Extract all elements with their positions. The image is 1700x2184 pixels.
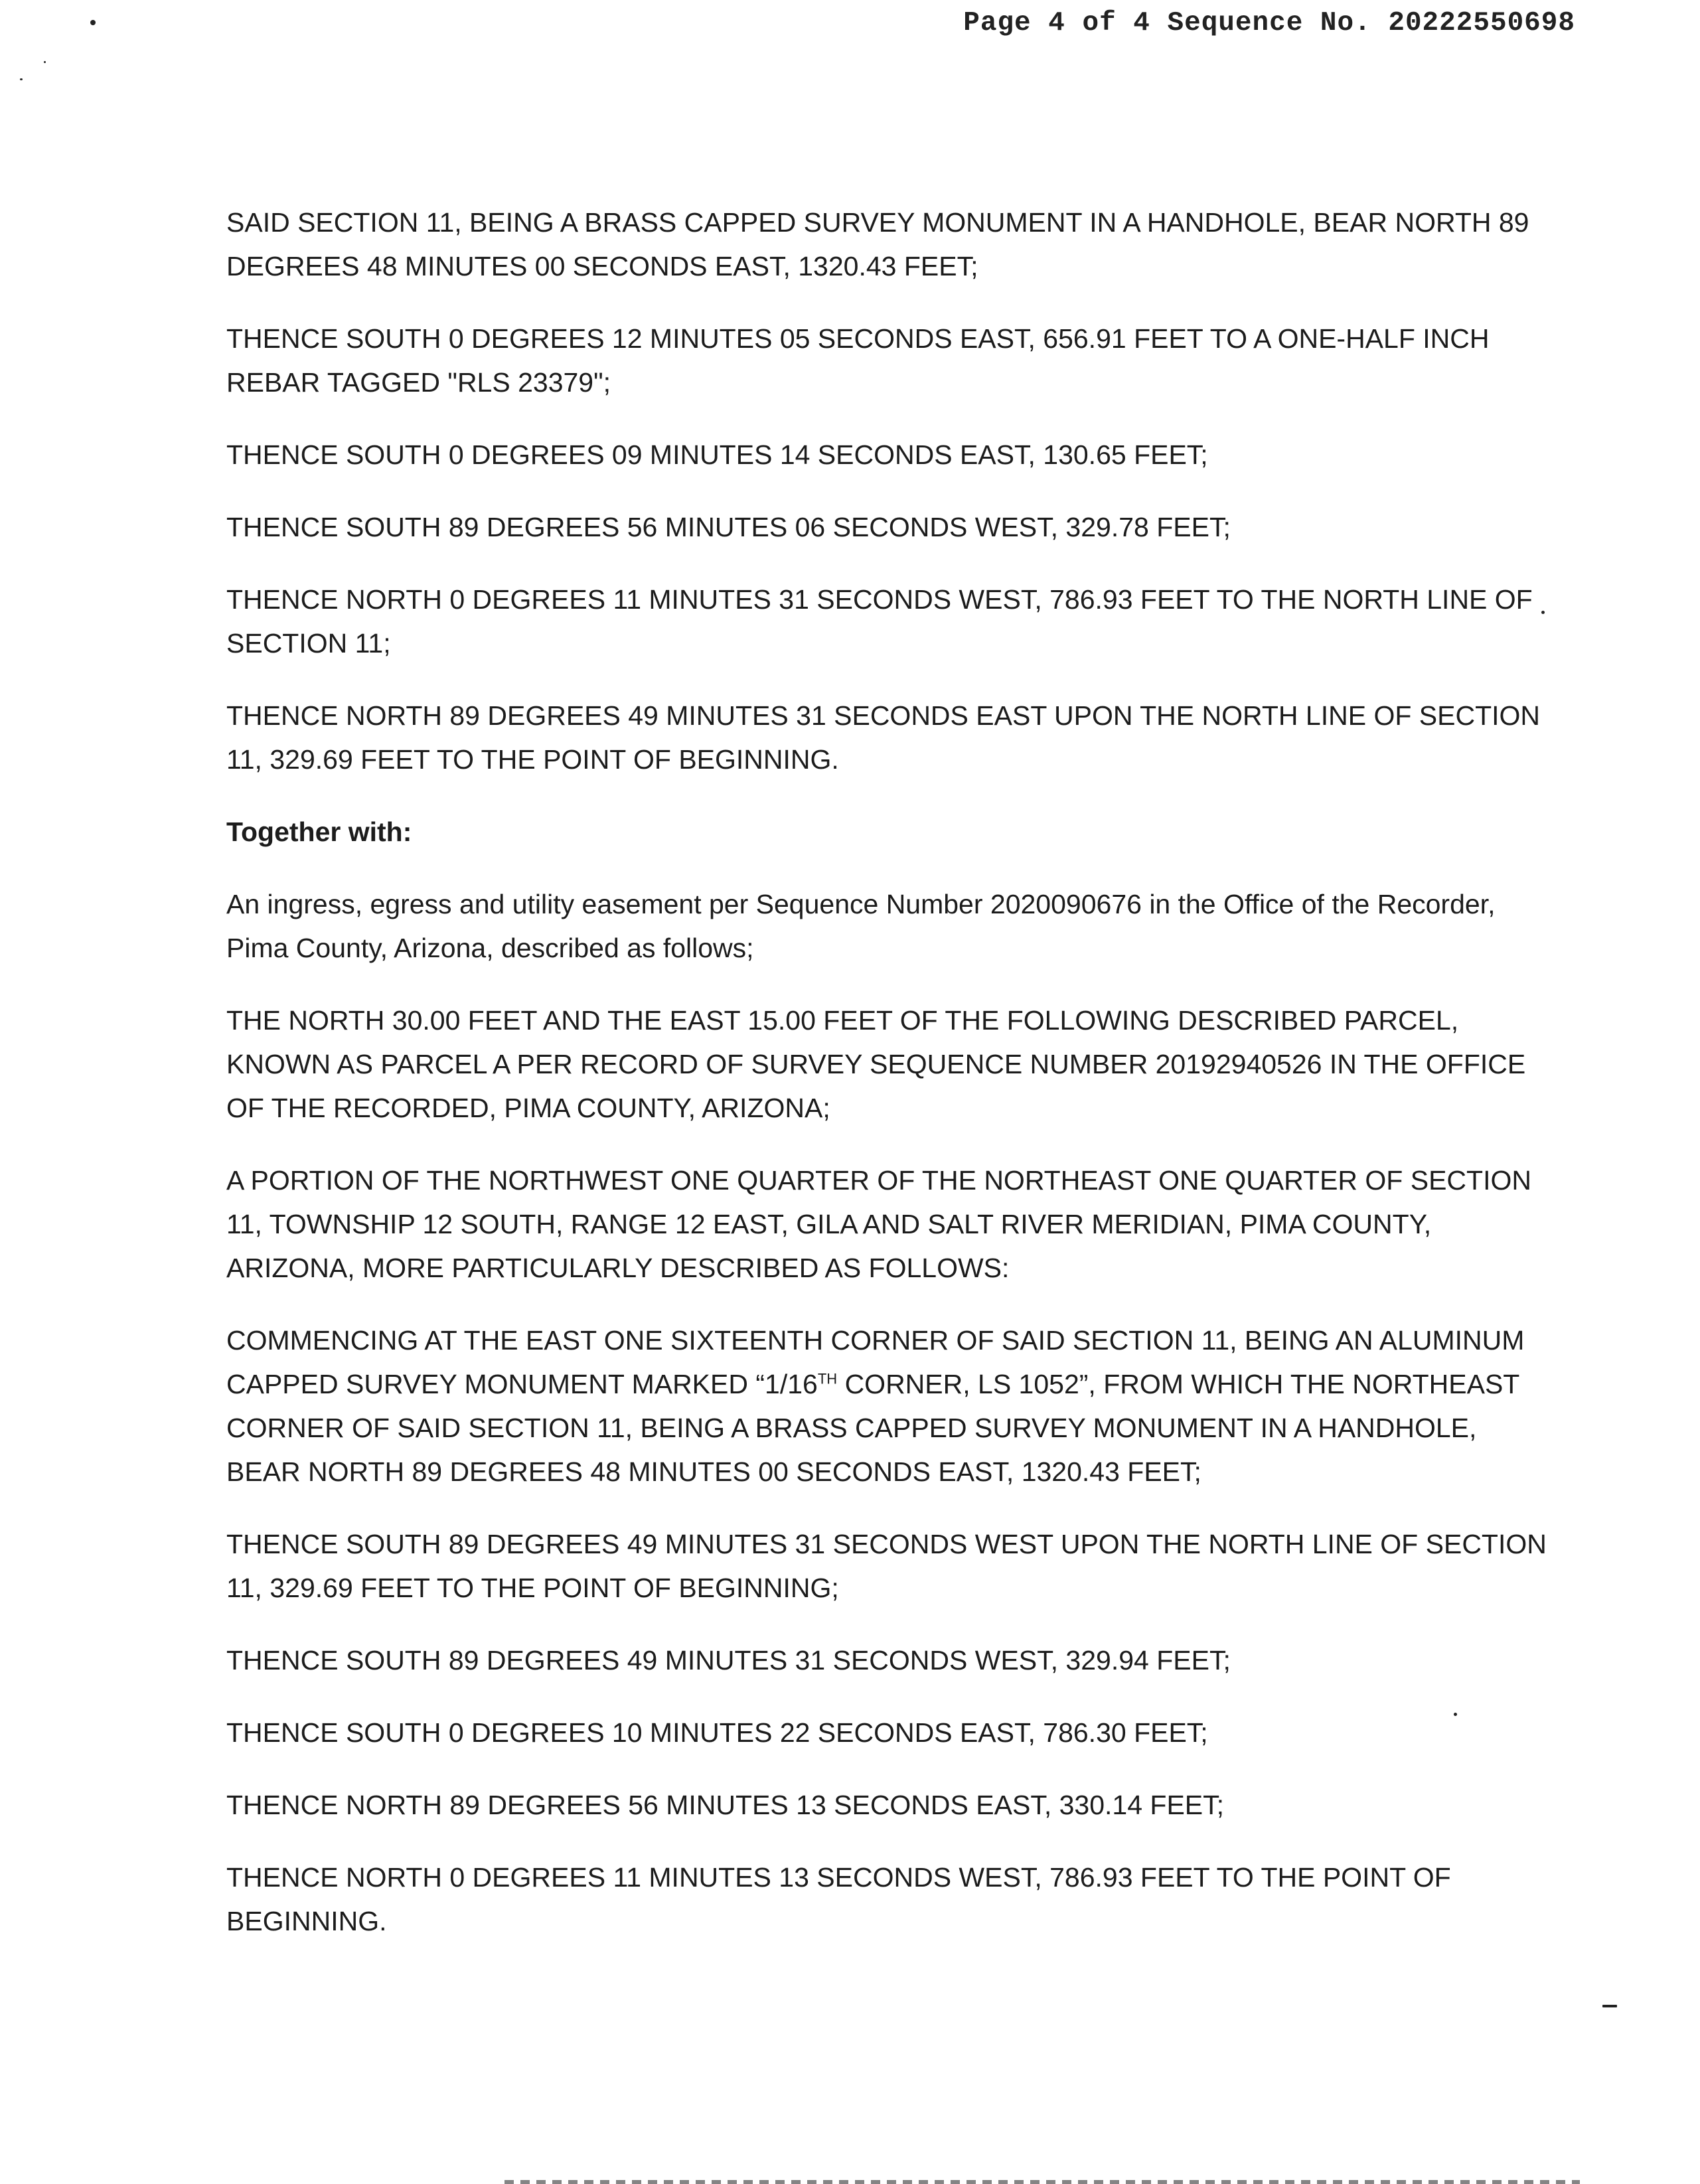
ordinal-superscript: TH <box>817 1370 838 1387</box>
course-paragraph: THENCE SOUTH 0 DEGREES 10 MINUTES 22 SECONDS EAST, 786.30 FEET; <box>226 1717 1208 1748</box>
course-paragraph: THENCE SOUTH 89 DEGREES 49 MINUTES 31 SECONDS WEST UPON THE NORTH LINE OF SECTION 11, 329.69 FEET TO THE POINT OF BEGINNING; <box>226 1529 1547 1603</box>
commencing-paragraph <box>226 1318 1551 1494</box>
together-with-heading: Together with: <box>226 817 412 847</box>
scan-speck <box>20 78 23 80</box>
commencing-text-continued: CORNER, LS 1052”, FROM WHICH THE NORTHEAST CORNER OF SAID SECTION 11, BEING A BRASS CAPPED SURVEY MONUMENT IN A HANDHOLE, BEAR NORTH 89 DEGREES 48 MINUTES 00 SECONDS EAST, 1320.43 FEET; <box>226 1369 1519 1487</box>
scan-speck <box>44 61 46 63</box>
scan-speck <box>1602 2005 1617 2007</box>
legal-paragraph: THENCE SOUTH 89 DEGREES 56 MINUTES 06 SECONDS WEST, 329.78 FEET; <box>226 512 1231 542</box>
parcel-paragraph: THE NORTH 30.00 FEET AND THE EAST 15.00 FEET OF THE FOLLOWING DESCRIBED PARCEL, KNOWN AS PARCEL A PER RECORD OF SURVEY SEQUENCE NUMBER 20192940526 IN THE OFFICE OF THE RECORDED, PIMA COUNTY, ARIZONA; <box>226 1005 1526 1123</box>
commencing-text: COMMENCING AT THE EAST ONE SIXTEENTH CORNER OF SAID SECTION 11, BEING AN ALUMINUM CAPPED SURVEY MONUMENT MARKED “1/16 <box>226 1325 1525 1399</box>
page-header: Page 4 of 4 Sequence No. 20222550698 <box>963 8 1575 39</box>
scan-speck <box>90 20 96 25</box>
course-paragraph: THENCE SOUTH 89 DEGREES 49 MINUTES 31 SECONDS WEST, 329.94 FEET; <box>226 1645 1231 1676</box>
easement-intro: An ingress, egress and utility easement per Sequence Number 2020090676 in the Office of the Recorder, Pima County, Arizona, described as follows; <box>226 889 1496 963</box>
legal-paragraph: THENCE SOUTH 0 DEGREES 09 MINUTES 14 SECONDS EAST, 130.65 FEET; <box>226 439 1208 470</box>
legal-paragraph: THENCE NORTH 0 DEGREES 11 MINUTES 31 SECONDS WEST, 786.93 FEET TO THE NORTH LINE OF SECTION 11; <box>226 584 1533 659</box>
course-paragraph: THENCE NORTH 0 DEGREES 11 MINUTES 13 SECONDS WEST, 786.93 FEET TO THE POINT OF BEGINNING. <box>226 1862 1451 1936</box>
parcel-paragraph: A PORTION OF THE NORTHWEST ONE QUARTER OF THE NORTHEAST ONE QUARTER OF SECTION 11, TOWNSHIP 12 SOUTH, RANGE 12 EAST, GILA AND SALT RIVER MERIDIAN, PIMA COUNTY, ARIZONA, MORE PARTICULARLY DESCRIBED AS FOLLOWS: <box>226 1165 1531 1283</box>
legal-paragraph: THENCE NORTH 89 DEGREES 49 MINUTES 31 SECONDS EAST UPON THE NORTH LINE OF SECTION 11, 329.69 FEET TO THE POINT OF BEGINNING. <box>226 700 1541 775</box>
legal-paragraph: THENCE SOUTH 0 DEGREES 12 MINUTES 05 SECONDS EAST, 656.91 FEET TO A ONE-HALF INCH REBAR TAGGED "RLS 23379"; <box>226 323 1490 398</box>
scan-footer-artifact <box>504 2180 1580 2184</box>
legal-paragraph: SAID SECTION 11, BEING A BRASS CAPPED SURVEY MONUMENT IN A HANDHOLE, BEAR NORTH 89 DEGREES 48 MINUTES 00 SECONDS EAST, 1320.43 FEET; <box>226 207 1529 281</box>
document-body <box>226 200 1551 1972</box>
course-paragraph: THENCE NORTH 89 DEGREES 56 MINUTES 13 SECONDS EAST, 330.14 FEET; <box>226 1790 1225 1820</box>
